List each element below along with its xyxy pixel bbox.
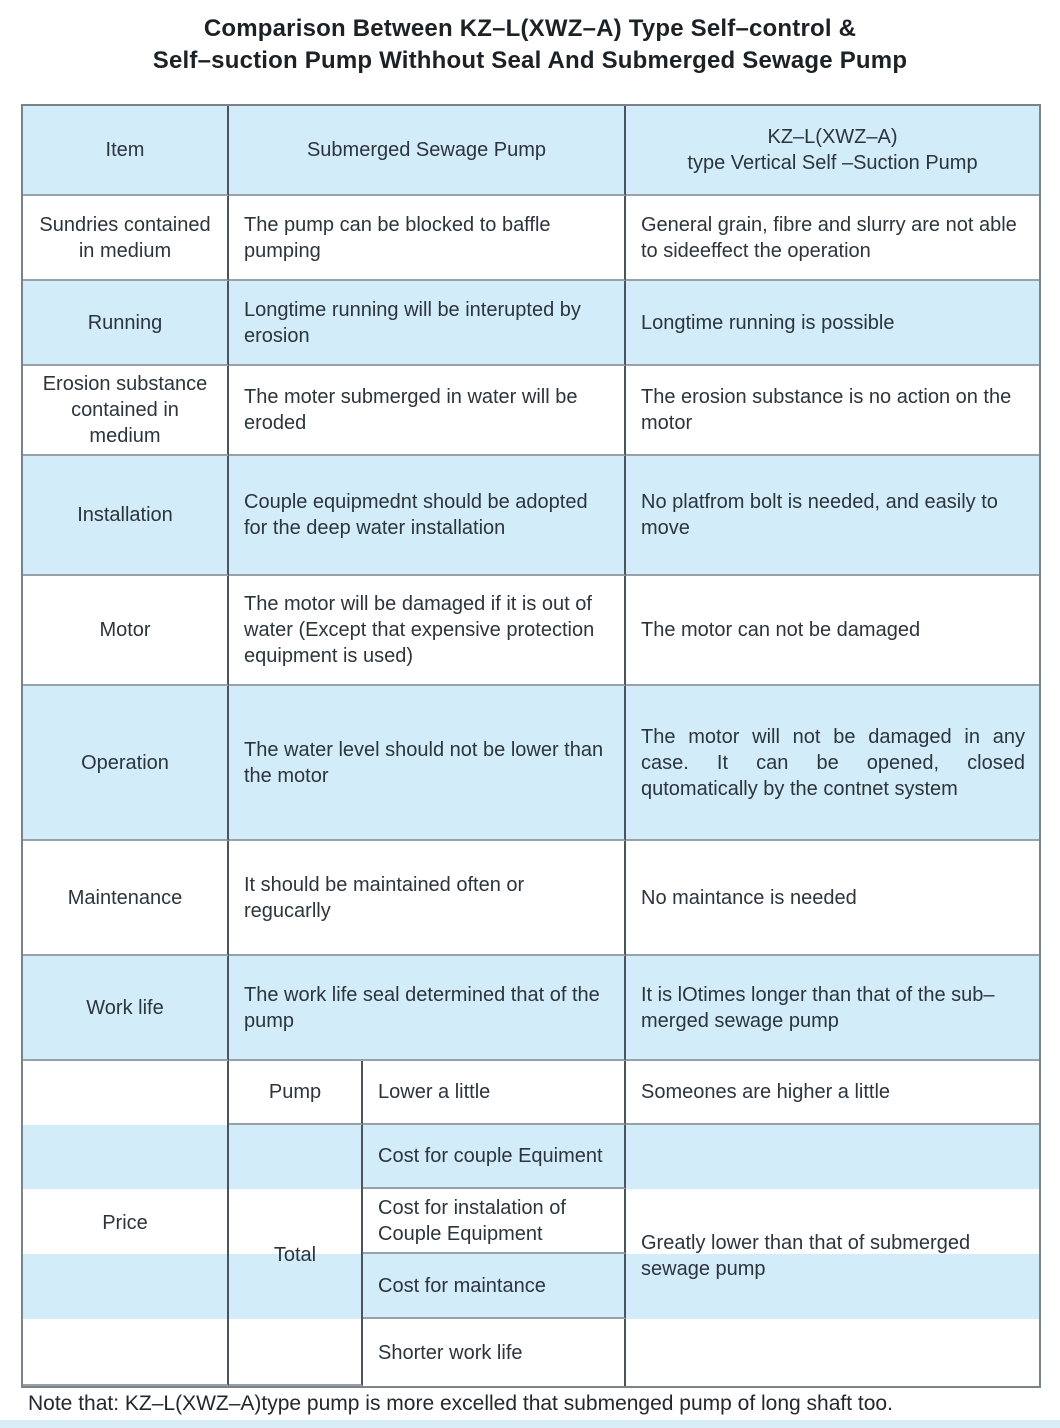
price-cost-maintenance: Cost for maintance bbox=[363, 1254, 626, 1319]
row-motor-item: Motor bbox=[23, 576, 229, 686]
title-line-2: Self–suction Pump Withhout Seal And Submerged Sewage Pump bbox=[152, 47, 908, 74]
note-text: Note that: KZ–L(XWZ–A)type pump is more excelled that submenged pump of long shaft too. bbox=[28, 1392, 893, 1415]
row-running-submerged: Longtime running will be interupted by erosion bbox=[229, 281, 626, 366]
row-sundries-submerged: The pump can be blocked to baffle pumping bbox=[229, 196, 626, 281]
row-installation-kz: No platfrom bolt is needed, and easily to move bbox=[626, 456, 1039, 576]
price-pump-submerged: Lower a little bbox=[363, 1061, 626, 1125]
price-cost-installation: Cost for instalation of Couple Equipment bbox=[363, 1189, 626, 1254]
row-running-kz: Longtime running is possible bbox=[626, 281, 1039, 366]
row-operation-item: Operation bbox=[23, 686, 229, 841]
row-operation-kz: The motor will not be damaged in any case. It can be opened, closed qutomatically by the contnet system bbox=[626, 686, 1039, 841]
price-total-label: Total bbox=[229, 1125, 363, 1386]
header-item: Item bbox=[23, 106, 229, 196]
price-pump-kz: Someones are higher a little bbox=[626, 1061, 1039, 1125]
header-kz-line-1: KZ–L(XWZ–A) bbox=[767, 126, 898, 148]
price-shorter-work-life: Shorter work life bbox=[363, 1319, 626, 1386]
row-erosion-kz: The erosion substance is no action on the motor bbox=[626, 366, 1039, 456]
title-line-1: Comparison Between KZ–L(XWZ–A) Type Self–control & bbox=[203, 15, 857, 42]
row-running-item: Running bbox=[23, 281, 229, 366]
row-maintenance-submerged: It should be maintained often or regucarlly bbox=[229, 841, 626, 956]
header-submerged-pump: Submerged Sewage Pump bbox=[229, 106, 626, 196]
row-installation-item: Installation bbox=[23, 456, 229, 576]
row-sundries-kz: General grain, fibre and slurry are not able to sideeffect the operation bbox=[626, 196, 1039, 281]
row-maintenance-kz: No maintance is needed bbox=[626, 841, 1039, 956]
price-total-kz: Greatly lower than that of submerged sewage pump bbox=[626, 1125, 1039, 1386]
row-motor-submerged: The motor will be damaged if it is out of water (Except that expensive protection equipment is used) bbox=[229, 576, 626, 686]
price-cost-couple-equipment: Cost for couple Equiment bbox=[363, 1125, 626, 1189]
header-kz-line-2: type Vertical Self –Suction Pump bbox=[687, 152, 978, 174]
comparison-table bbox=[21, 104, 1041, 1388]
bottom-strip bbox=[0, 1420, 1060, 1428]
row-worklife-submerged: The work life seal determined that of the pump bbox=[229, 956, 626, 1061]
row-erosion-submerged: The moter submerged in water will be eroded bbox=[229, 366, 626, 456]
page-title bbox=[0, 13, 1060, 77]
row-motor-kz: The motor can not be damaged bbox=[626, 576, 1039, 686]
row-worklife-kz: It is lOtimes longer than that of the sub–merged sewage pump bbox=[626, 956, 1039, 1061]
row-price-item: Price bbox=[23, 1061, 229, 1386]
row-installation-submerged: Couple equipmednt should be adopted for the deep water installation bbox=[229, 456, 626, 576]
price-pump-label: Pump bbox=[229, 1061, 363, 1125]
row-sundries-item: Sundries contained in medium bbox=[23, 196, 229, 281]
header-kz-pump bbox=[626, 106, 1039, 196]
row-maintenance-item: Maintenance bbox=[23, 841, 229, 956]
row-worklife-item: Work life bbox=[23, 956, 229, 1061]
row-operation-submerged: The water level should not be lower than the motor bbox=[229, 686, 626, 841]
row-erosion-item: Erosion substance contained in medium bbox=[23, 366, 229, 456]
